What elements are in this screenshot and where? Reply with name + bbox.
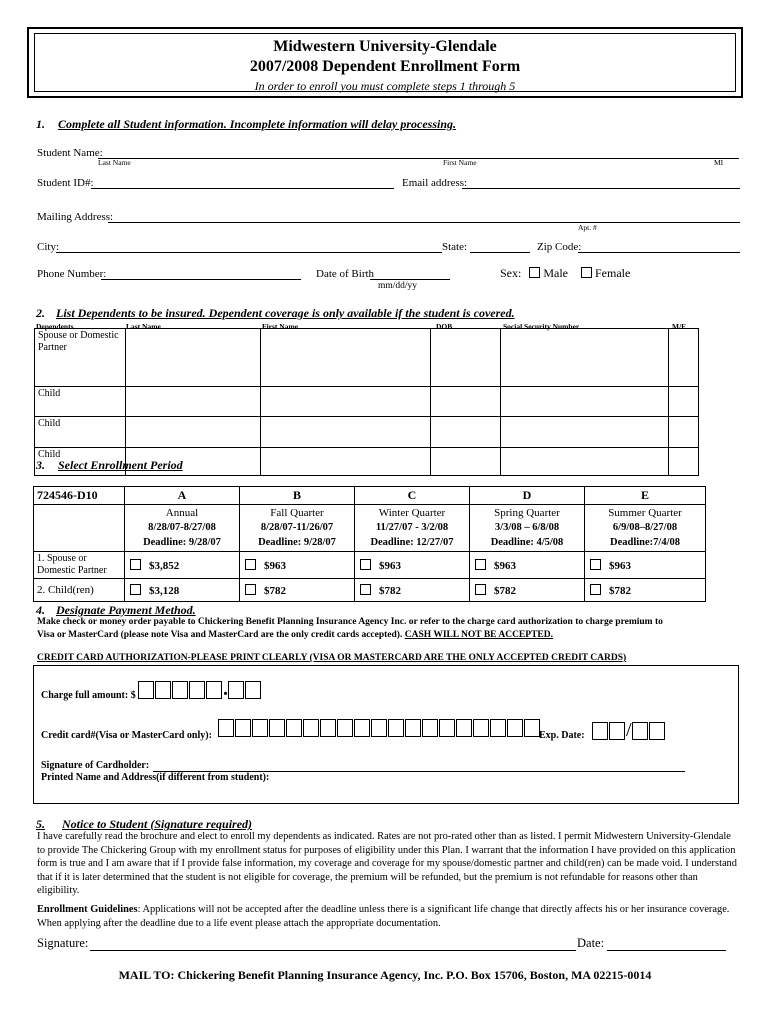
zip-label: Zip Code: — [537, 241, 582, 253]
dependent-type: Child — [35, 448, 126, 476]
zip-field[interactable] — [578, 240, 740, 253]
sex-selector — [500, 266, 630, 281]
table-row — [35, 387, 699, 417]
dob-cell[interactable] — [431, 448, 501, 476]
state-label: State: — [442, 241, 468, 253]
mf-cell[interactable] — [669, 448, 699, 476]
date-label: Date: — [577, 936, 605, 950]
period-d: Spring Quarter 3/3/08 – 6/8/08 Deadline: 4/5/08 — [470, 505, 585, 552]
last-name-cell[interactable] — [126, 417, 261, 448]
section3-heading — [36, 458, 183, 473]
child-price-e[interactable]: $782 — [585, 579, 706, 602]
cardholder-sig-label: Signature of Cardholder: — [41, 760, 150, 771]
dob-hint: mm/dd/yy — [378, 281, 418, 291]
first-name-hint: First Name — [443, 158, 477, 167]
col-dependents: Dependents — [36, 322, 74, 331]
section2-number: 2. — [36, 306, 45, 320]
dependents-table — [34, 328, 699, 476]
dependent-type: Child — [35, 387, 126, 417]
first-name-cell[interactable] — [261, 387, 431, 417]
notice-paragraph: I have carefully read the brochure and elect to enroll my dependents as indicated. Rates are not pro-rated other than as listed. I permit Midwestern University-Glendale to provide The Chickering Group with my enrollment status for purposes of eligibility under this Plan. I warrant that the information I have provided on this application form is true and I am aware that if I provide false information, my coverage and coverage for my spouse/domestic partner and child(ren) can be made void. I understand that if it is later determined that the student is not eligible for coverage, the premium will be refunded, but the premium is not refundable for reasons other than eligibility. — [37, 831, 737, 896]
period-letter: D — [470, 487, 585, 505]
male-label: Male — [543, 266, 568, 280]
cc-header: CREDIT CARD AUTHORIZATION-PLEASE PRINT CLEARLY (VISA OR MASTERCARD ARE THE ONLY ACCEPTED CREDIT CARDS) — [37, 653, 627, 663]
period-letter: A — [125, 487, 240, 505]
form-instruction: In order to enroll you must complete steps 1 through 5 — [254, 79, 516, 93]
spouse-row-label: 1. Spouse or Domestic Partner — [34, 552, 125, 579]
spouse-price-a[interactable]: $3,852 — [125, 552, 240, 579]
enrollment-guidelines — [37, 903, 737, 930]
col-last-name: Last Name — [126, 322, 161, 331]
dependent-type: Child — [35, 417, 126, 448]
charge-amount-boxes[interactable]: . — [138, 678, 262, 701]
email-field[interactable] — [462, 176, 740, 189]
guidelines-text: : Applications will not be accepted after the deadline unless there is a significant life change that directly affects his or her insurance coverage. When applying after the deadline due to a life event please attach the appropriate documentation. — [37, 904, 730, 929]
table-row — [35, 417, 699, 448]
child-price-d[interactable]: $782 — [470, 579, 585, 602]
col-mf: M/F — [672, 322, 686, 331]
col-first-name: First Name — [262, 322, 299, 331]
spouse-price-b[interactable]: $963 — [240, 552, 355, 579]
email-label: Email address: — [402, 177, 468, 189]
col-ssn: Social Security Number — [503, 322, 580, 331]
student-id-field[interactable] — [91, 176, 394, 189]
male-checkbox[interactable] — [529, 267, 540, 278]
section4-heading — [36, 603, 196, 618]
first-name-cell[interactable] — [261, 329, 431, 387]
section3-number: 3. — [36, 458, 45, 472]
spouse-price-c[interactable]: $963 — [355, 552, 470, 579]
form-title: Midwestern University-Glendale — [273, 38, 497, 55]
section4-heading-text: Designate Payment Method. — [56, 603, 196, 617]
period-a: Annual 8/28/07-8/27/08 Deadline: 9/28/07 — [125, 505, 240, 552]
child-price-b[interactable]: $782 — [240, 579, 355, 602]
guidelines-label: Enrollment Guidelines — [37, 904, 138, 915]
mf-cell[interactable] — [669, 329, 699, 387]
period-letter: B — [240, 487, 355, 505]
dependent-type: Spouse or Domestic Partner — [35, 329, 126, 387]
section1-number: 1. — [36, 117, 45, 131]
ssn-cell[interactable] — [501, 387, 669, 417]
section5-number: 5. — [36, 817, 45, 831]
female-checkbox[interactable] — [581, 267, 592, 278]
mi-hint: MI — [714, 158, 724, 167]
dob-cell[interactable] — [431, 417, 501, 448]
section1-heading-text: Complete all Student information. Incomplete information will delay processing. — [58, 117, 457, 131]
period-e: Summer Quarter 6/9/08–8/27/08 Deadline:7/4/08 — [585, 505, 706, 552]
child-price-c[interactable]: $782 — [355, 579, 470, 602]
cardholder-sig-field[interactable] — [153, 760, 685, 772]
ssn-cell[interactable] — [501, 448, 669, 476]
card-number-label: Credit card#(Visa or MasterCard only): — [41, 730, 212, 741]
signature-label: Signature: — [37, 936, 89, 950]
plan-code: 724546-D10 — [34, 487, 125, 505]
mf-cell[interactable] — [669, 387, 699, 417]
student-name-field[interactable] — [98, 146, 739, 159]
section5-heading-text: Notice to Student (Signature required) — [62, 817, 253, 831]
sex-label: Sex: — [500, 266, 522, 280]
last-name-cell[interactable] — [126, 329, 261, 387]
section1-heading — [36, 117, 456, 132]
payment-text-1: Make check or money order payable to Chickering Benefit Planning Insurance Agency Inc. or refer to the charge card authorization to charge premium to — [37, 617, 663, 627]
student-id-label: Student ID#: — [37, 177, 94, 189]
city-field[interactable] — [56, 240, 442, 253]
payment-text-2: Visa or MasterCard (please note Visa and MasterCard are the only credit cards accepted). CASH WILL NOT BE ACCEPTED. — [37, 630, 553, 640]
section4-number: 4. — [36, 603, 45, 617]
section3-heading-text: Select Enrollment Period — [58, 458, 183, 472]
section2-heading-text: List Dependents to be insured. Dependent coverage is only available if the student is covered. — [56, 306, 515, 320]
mailing-address-field[interactable] — [108, 210, 740, 223]
last-name-hint: Last Name — [98, 158, 131, 167]
col-dob: DOB — [436, 322, 453, 331]
dob-label: Date of Birth — [316, 268, 375, 280]
mf-cell[interactable] — [669, 417, 699, 448]
enrollment-period-table — [33, 486, 706, 602]
female-label: Female — [595, 266, 631, 280]
ssn-cell[interactable] — [501, 417, 669, 448]
cash-warning: CASH WILL NOT BE ACCEPTED. — [404, 630, 553, 640]
phone-label: Phone Number: — [37, 268, 107, 280]
ssn-cell[interactable] — [501, 329, 669, 387]
child-price-a[interactable]: $3,128 — [125, 579, 240, 602]
exp-date-label: Exp. Date: — [539, 730, 585, 741]
mailing-address-label: Mailing Address: — [37, 211, 114, 223]
mail-to-address: MAIL TO: Chickering Benefit Planning Insurance Agency, Inc. P.O. Box 15706, Boston, MA 02215-0014 — [118, 968, 652, 982]
table-row — [35, 329, 699, 387]
period-letter: E — [585, 487, 706, 505]
first-name-cell[interactable] — [261, 417, 431, 448]
printed-name-label: Printed Name and Address(if different from student): — [41, 772, 270, 783]
city-label: City: — [37, 241, 60, 253]
charge-label: Charge full amount: $ — [41, 690, 136, 701]
exp-date-boxes[interactable]: / — [592, 719, 666, 742]
date-field[interactable] — [607, 936, 726, 951]
dob-cell[interactable] — [431, 329, 501, 387]
phone-field[interactable] — [101, 267, 301, 280]
dob-cell[interactable] — [431, 387, 501, 417]
signature-field[interactable] — [90, 936, 576, 951]
last-name-cell[interactable] — [126, 387, 261, 417]
state-field[interactable] — [470, 240, 530, 253]
period-b: Fall Quarter 8/28/07-11/26/07 Deadline: 9/28/07 — [240, 505, 355, 552]
section2-heading — [36, 306, 515, 321]
student-name-label: Student Name: — [37, 147, 103, 159]
apt-hint: Apt. # — [578, 223, 597, 232]
first-name-cell[interactable] — [261, 448, 431, 476]
dob-field[interactable] — [370, 267, 450, 280]
card-number-boxes[interactable] — [218, 719, 541, 737]
child-row-label: 2. Child(ren) — [34, 579, 125, 602]
form-subtitle: 2007/2008 Dependent Enrollment Form — [249, 58, 521, 75]
spouse-price-e[interactable]: $963 — [585, 552, 706, 579]
period-letter: C — [355, 487, 470, 505]
spouse-price-d[interactable]: $963 — [470, 552, 585, 579]
period-c: Winter Quarter 11/27/07 - 3/2/08 Deadline: 12/27/07 — [355, 505, 470, 552]
